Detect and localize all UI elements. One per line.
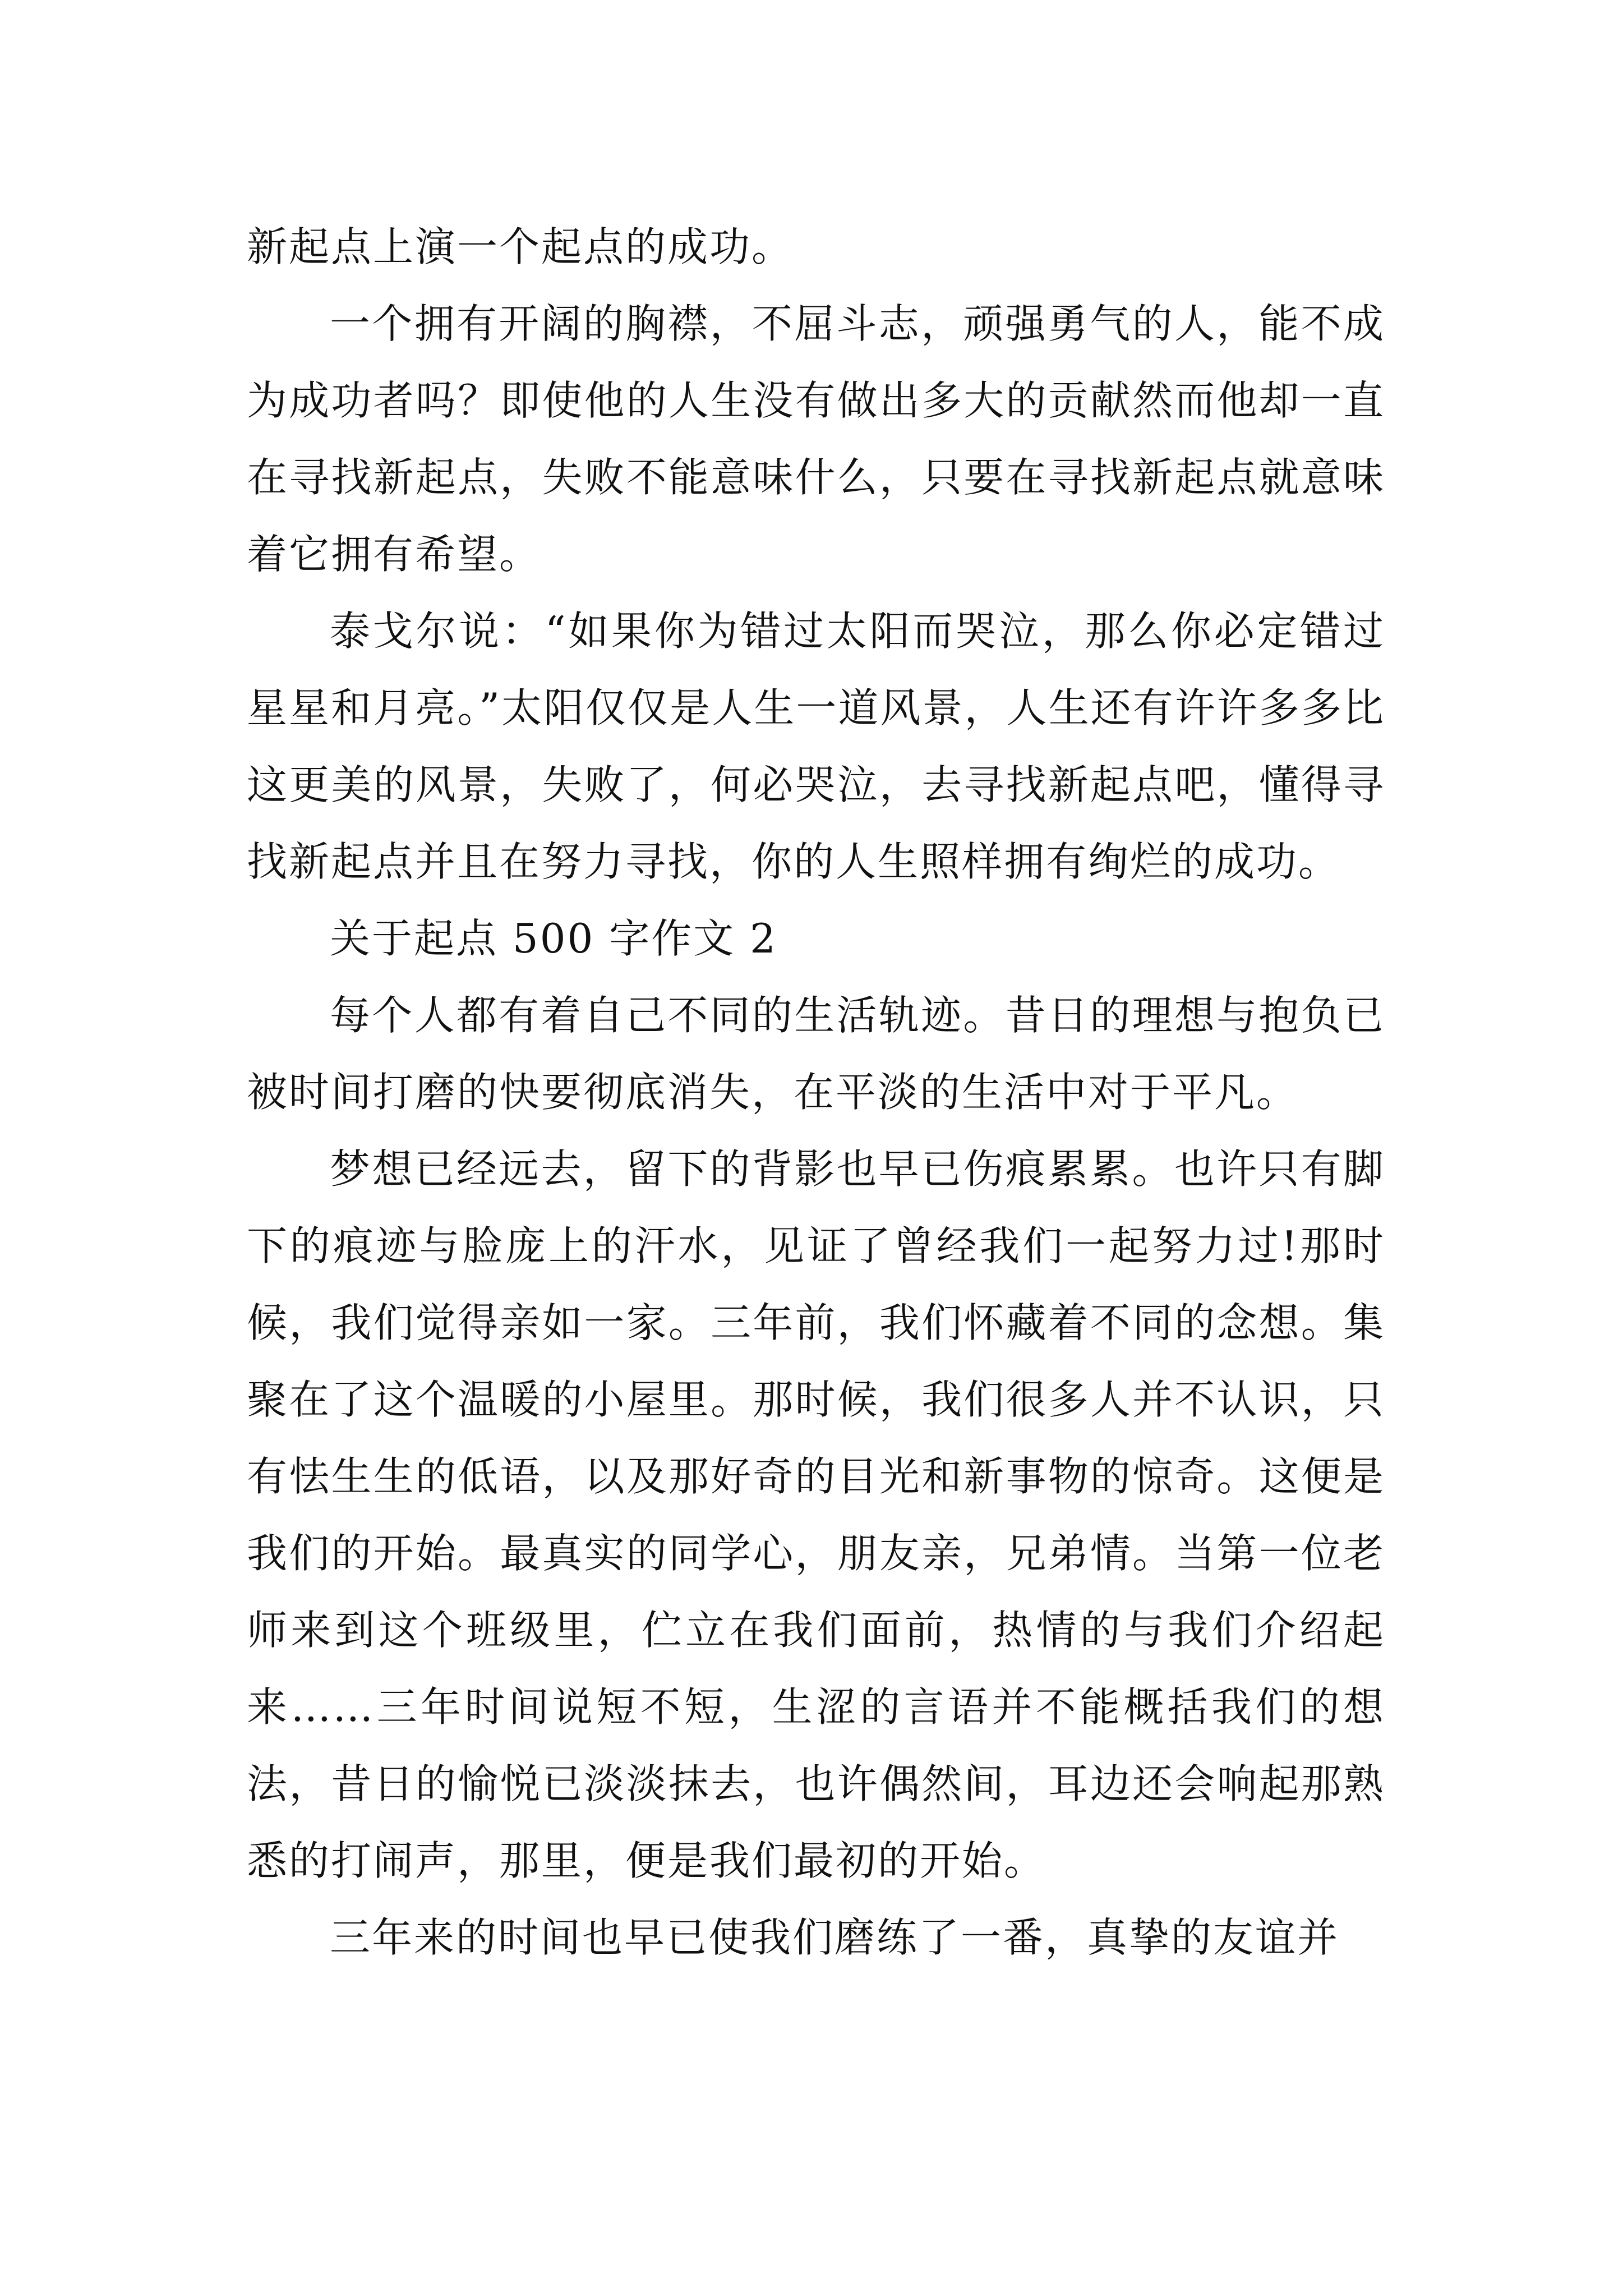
paragraph: 泰戈尔说：“如果你为错过太阳而哭泣，那么你必定错过星星和月亮。”太阳仅仅是人生一道风景，人生还有许许多多比这更美的风景，失败了，何必哭泣，去寻找新起点吧，懂得寻找新起点并且在努力寻找，你的人生照样拥有绚烂的成功。 — [247, 608, 1385, 885]
paragraph: 三年来的时间也早已使我们磨练了一番，真挚的友谊并 — [330, 1914, 1340, 1961]
document-body — [247, 209, 1385, 1976]
paragraph: 每个人都有着自己不同的生活轨迹。昔日的理想与抱负已被时间打磨的快要彻底消失，在平淡的生活中对于平凡。 — [247, 992, 1385, 1116]
paragraph: 一个拥有开阔的胸襟，不屈斗志，顽强勇气的人，能不成为成功者吗？即使他的人生没有做出多大的贡献然而他却一直在寻找新起点，失败不能意味什么，只要在寻找新起点就意味着它拥有希望。 — [247, 300, 1385, 578]
paragraph: 新起点上演一个起点的成功。 — [247, 223, 794, 270]
paragraph: 梦想已经远去，留下的背影也早已伤痕累累。也许只有脚下的痕迹与脸庞上的汗水，见证了曾经我们一起努力过!那时候，我们觉得亲如一家。三年前，我们怀藏着不同的念想。集聚在了这个温暖的小屋里。那时候，我们很多人并不认识，只有怯生生的低语，以及那好奇的目光和新事物的惊奇。这便是我们的开始。最真实的同学心，朋友亲，兄弟情。当第一位老师来到这个班级里，伫立在我们面前，热情的与我们介绍起来……三年时间说短不短，生涩的言语并不能概括我们的想法，昔日的愉悦已淡淡抹去，也许偶然间，耳边还会响起那熟悉的打闹声，那里，便是我们最初的开始。 — [247, 1145, 1385, 1884]
section-heading: 关于起点 500 字作文 2 — [330, 915, 777, 962]
